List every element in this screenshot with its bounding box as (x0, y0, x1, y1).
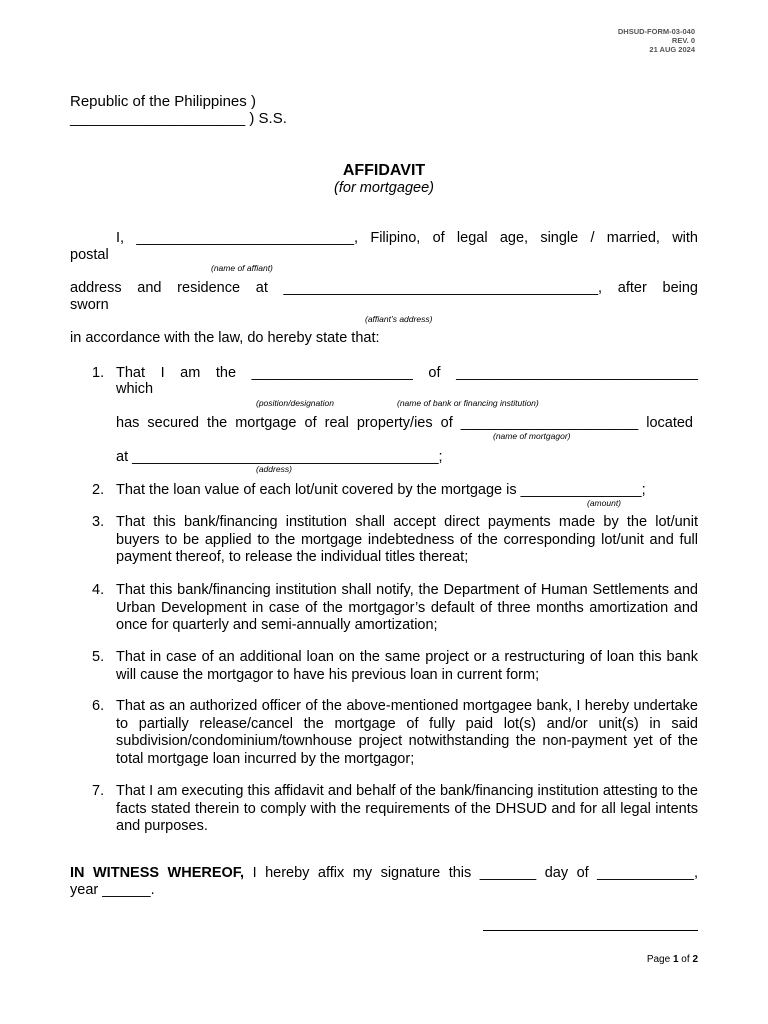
page-sep: of (678, 954, 693, 965)
form-code (618, 27, 695, 54)
page-total: 2 (692, 954, 698, 965)
item-2-number: 2. (92, 482, 105, 498)
caption-name-of-affiant: (name of affiant) (211, 263, 273, 273)
item-3-number: 3. (92, 514, 105, 530)
witness-heading: IN WITNESS WHEREOF, (70, 865, 245, 881)
venue-line-1: Republic of the Philippines ) (70, 93, 256, 110)
item-2-text: That the loan value of each lot/unit covered by the mortgage is _______________; (116, 482, 646, 498)
item-7-number: 7. (92, 783, 105, 799)
witness-line-2: year ______. (70, 882, 155, 898)
document-title: AFFIDAVIT (342, 162, 426, 179)
document-subtitle: (for mortgagee) (334, 180, 434, 196)
witness-text: I hereby affix my signature this _______ day of ____________, (244, 865, 698, 881)
intro-line-2: address and residence at _______________________________________, after being (70, 280, 698, 296)
item-7-text: That I am executing this affidavit and behalf of the bank/financing institution attesting to the facts stated therein to comply with the requirements of the DHSUD and for all legal intents and purposes. (116, 783, 698, 834)
witness-line-1 (70, 865, 698, 881)
item-6-text: That as an authorized officer of the above-mentioned mortgagee bank, I hereby undertake to partially release/cancel the mortgage of fully paid lot(s) and/or unit(s) in said subdivision/condominium/townhouse project notwithstanding the non-payment yet of the total mortgage loan incurred by the mortgagor; (116, 698, 698, 767)
venue-line-2: _____________________ ) S.S. (70, 110, 287, 127)
signature-line (483, 930, 698, 931)
caption-position-designation: (position/designation (256, 398, 334, 408)
intro-line-2-wrap: sworn (70, 297, 109, 313)
item-4-number: 4. (92, 582, 105, 598)
form-revision: REV. 0 (671, 36, 695, 45)
page-prefix: Page (646, 954, 673, 965)
item-5-text: That in case of an additional loan on the same project or a restructuring of loan this bank will cause the mortgagor to have his previous loan in current form; (116, 649, 698, 683)
caption-affiant-address: (affiant’s address) (365, 314, 433, 324)
caption-bank-name: (name of bank or financing institution) (397, 398, 539, 408)
item-1-line-1-wrap: which (116, 381, 154, 397)
item-3-text: That this bank/financing institution shall accept direct payments made by the lot/unit buyers to be applied to the mortgage indebtedness of the corresponding lot/unit and full payment thereof, to release the individual titles thereat; (116, 514, 698, 565)
caption-amount: (amount) (587, 498, 622, 508)
intro-line-1: I, ___________________________, Filipino, of legal age, single / married, with (116, 230, 698, 246)
caption-property-address: (address) (256, 464, 292, 474)
caption-mortgagor-name: (name of mortgagor) (493, 431, 571, 441)
item-4-text: That this bank/financing institution shall notify, the Department of Human Settlements and Urban Development in case of the mortgagor’s default of three months amortization and once for quarterly and semi-annually amortization; (116, 582, 698, 633)
form-number: DHSUD-FORM-03-040 (617, 27, 695, 36)
form-date: 21 AUG 2024 (649, 45, 695, 54)
item-5-number: 5. (92, 649, 105, 665)
intro-line-1-wrap: postal (70, 247, 109, 263)
item-1-line-1: That I am the ____________________ of ______________________________ (116, 365, 698, 381)
page-number (647, 954, 698, 965)
item-1-number: 1. (92, 365, 105, 381)
item-1-line-3: at ______________________________________; (116, 449, 443, 465)
item-6-number: 6. (92, 698, 105, 714)
page-current: 1 (672, 954, 679, 965)
intro-line-3: in accordance with the law, do hereby state that: (70, 330, 380, 346)
item-1-line-2: has secured the mortgage of real property/ies of ______________________ located (116, 415, 693, 431)
